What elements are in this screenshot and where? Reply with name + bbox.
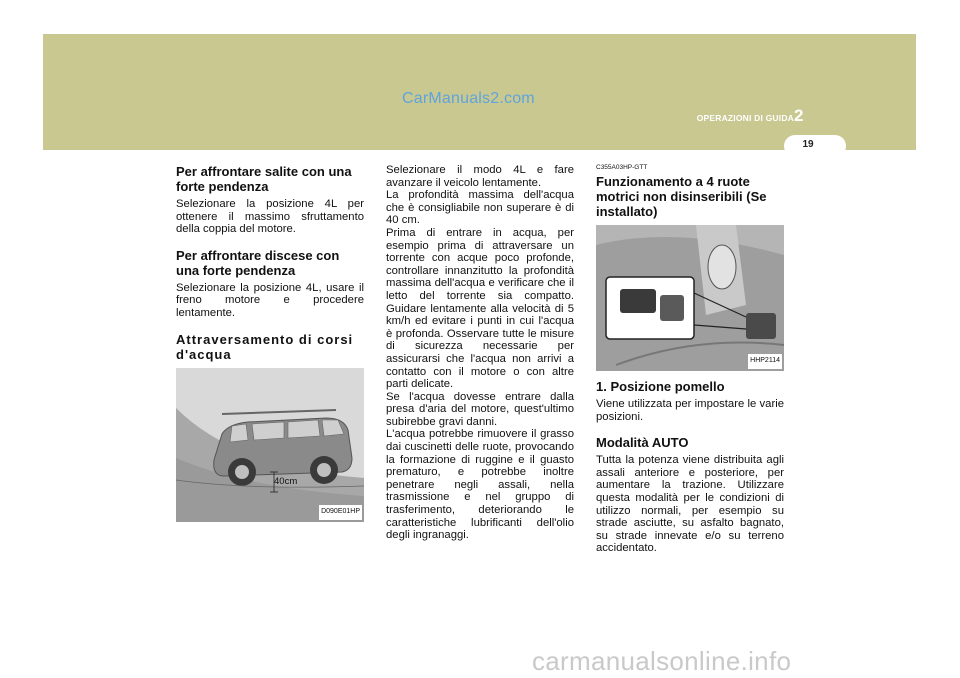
text-knob-position: Viene utilizzata per impostare le varie posizioni. [596,398,784,423]
text-downhill: Selezionare la posizione 4L, usare il freno motore e procedere lentamente. [176,281,364,319]
footer-watermark[interactable]: carmanualsonline.info [532,646,792,676]
heading-knob-position: 1. Posizione pomello [596,379,725,394]
text-air-intake: Se l'acqua dovesse entrare dalla presa d'aria del motore, quest'ultimo subirebbe gravi danni. [386,390,574,428]
page-number: 19 [802,139,814,150]
section-title: OPERAZIONI DI GUIDA [696,113,794,123]
figure-water-crossing [176,368,364,522]
text-select-4l: Selezionare il modo 4L e fare avanzare il veicolo lentamente. [386,164,574,189]
heading-uphill: Per affrontare salite con una forte pendenza [176,164,352,194]
section-code: C355A03HP-GTT [596,164,648,171]
text-uphill: Selezionare la posizione 4L per ottenere il massimo sfruttamento della coppia del motore. [176,198,364,236]
figure-code: D090E01HP [319,505,362,520]
heading-downhill: Per affrontare discese con una forte pendenza [176,247,340,278]
header-watermark[interactable]: CarManuals2.com [402,90,535,107]
heading-water-crossing: Attraversamento di corsi d'acqua [176,331,354,362]
figure-4wd-knob [596,225,784,371]
text-before-entering: Prima di entrare in acqua, per esempio prima di attraversare un torrente con acque poco profonde, controllare innanzitutto la profondità massima dell'acqua e verificare che il letto del torrente sia compatto. Guidare lentamente alla velocità di 5 km/h ed evitare i punti in cui l'acqua è profonda. Osservare tutte le misure di sicurezza necessarie per assicurarsi che l'acqua non arrivi a contatto con il motore o con altre parti delicate. [386,226,574,391]
text-grease: L'acqua potrebbe rimuovere il grasso dai cuscinetti delle ruote, provocando la formazione di ruggine e il guasto prematuro, e potrebbe inoltre penetrare negli assali, nella trasmissione e nel gruppo di trasferimento, deteriorando le caratteristiche lubrificanti dell'olio degli ingranaggi. [386,428,574,542]
depth-label: 40cm [274,475,298,487]
column-middle [386,164,574,542]
section-number: 2 [794,106,804,125]
figure-code: HHP2114 [748,354,782,369]
console-illustration [596,225,784,371]
heading-auto-mode: Modalità AUTO [596,435,689,451]
suv-illustration [176,368,364,522]
text-auto-mode: Tutta la potenza viene distribuita agli assali anteriore e posteriore, per aumentare la trazione. Utilizzare questa modalità per le condizioni di utilizzo normali, per esempio su strade asciutte, su asfalto bagnato, su strade innevate e/o su terreno accidentato. [596,454,784,555]
column-right [596,164,784,567]
column-left [176,164,364,522]
heading-4wd: Funzionamento a 4 ruote motrici non disinseribili (Se installato) [596,174,767,219]
text-max-depth: La profondità massima dell'acqua che è consigliabile non superare è di 40 cm. [386,189,574,227]
